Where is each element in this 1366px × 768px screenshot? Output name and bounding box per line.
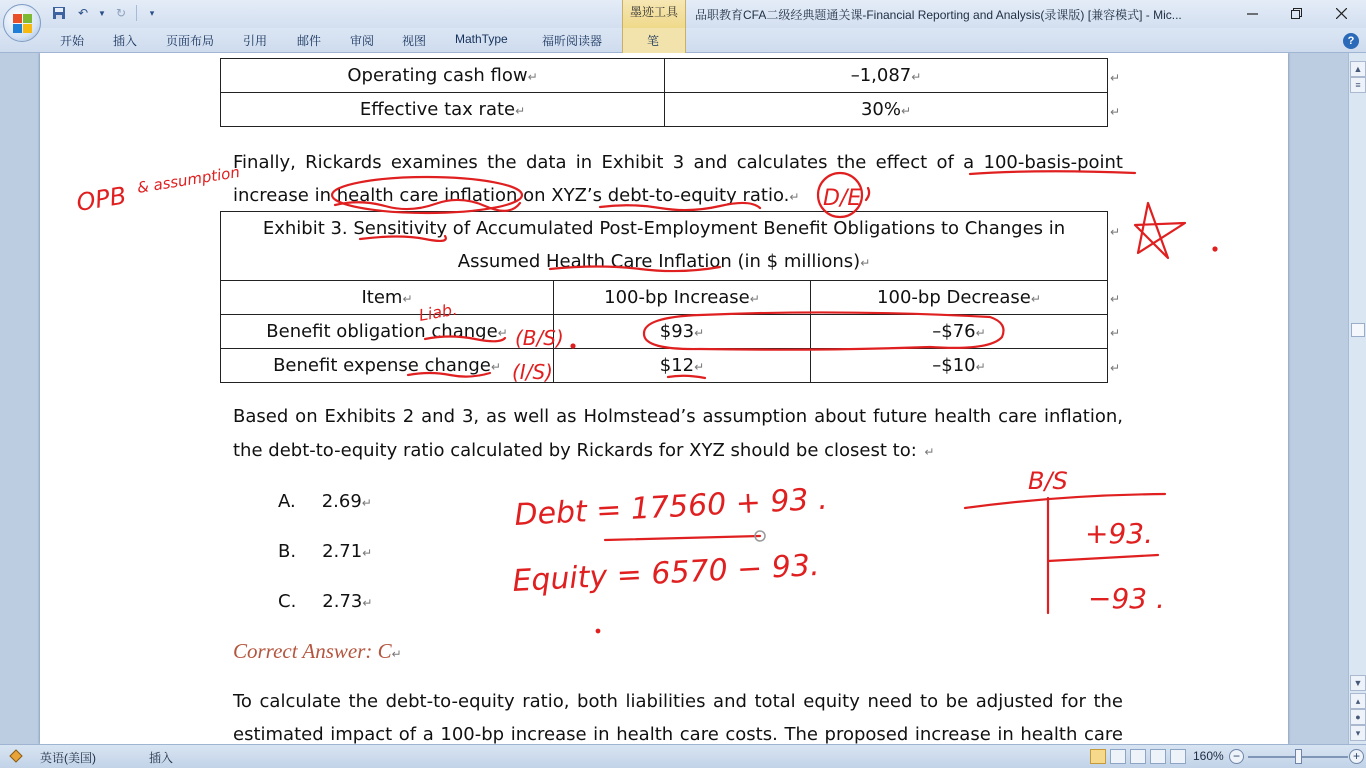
- zoom-out-button[interactable]: −: [1229, 749, 1244, 764]
- exhibit-3-title-line2: Assumed Health Care Inflation (in $ millions)↵: [457, 251, 871, 272]
- scroll-down-button[interactable]: ▼: [1350, 675, 1366, 691]
- table-cell: Effective tax rate↵: [221, 93, 665, 127]
- ink-liab: Liab.: [417, 299, 459, 325]
- question-line1: Based on Exhibits 2 and 3, as well as Holmstead’s assumption about future health care inflation,: [233, 406, 1123, 427]
- ink-dot: [597, 630, 600, 633]
- close-button[interactable]: [1318, 2, 1364, 24]
- restore-icon: [1291, 8, 1302, 19]
- ink-minus93: −93 .: [1088, 582, 1165, 615]
- end-of-row-mark: ↵: [1110, 292, 1121, 306]
- print-layout-view-icon[interactable]: [1090, 749, 1106, 764]
- table-cell: –1,087↵: [665, 59, 1108, 93]
- table-cell: Operating cash flow↵: [221, 59, 665, 93]
- end-of-row-mark: ↵: [1110, 225, 1121, 239]
- ink-star: [1135, 203, 1185, 258]
- answer-explanation-line1: To calculate the debt-to-equity ratio, both liabilities and total equity need to be adjusted for the: [233, 691, 1123, 712]
- select-browse-object-button[interactable]: ●: [1350, 709, 1366, 725]
- ink-taccount-top: [965, 494, 1165, 508]
- tab-references[interactable]: 引用: [243, 34, 268, 48]
- table-row: [221, 93, 1108, 127]
- minimize-button[interactable]: [1229, 2, 1275, 24]
- tab-pen[interactable]: 笔: [647, 34, 660, 48]
- ink-is-label: (I/S): [512, 360, 553, 384]
- tab-foxit-reader[interactable]: 福昕阅读器: [542, 34, 603, 48]
- option-a: A. 2.69↵: [278, 491, 372, 512]
- exhibit-3-table: [220, 211, 1108, 383]
- table-cell: $93↵: [554, 315, 811, 349]
- document-page[interactable]: [40, 53, 1288, 744]
- language-status[interactable]: 英语(美国): [40, 751, 96, 765]
- office-button[interactable]: [3, 4, 41, 42]
- answer-explanation-line2: estimated impact of a 100-bp increase in health care costs. The proposed increase in health care: [233, 724, 1123, 744]
- zoom-slider-thumb[interactable]: [1295, 749, 1302, 764]
- draft-view-icon[interactable]: [1170, 749, 1186, 764]
- ink-bs-label: (B/S): [515, 326, 564, 350]
- toolbar-separator: [136, 5, 137, 21]
- end-of-row-mark: ↵: [1110, 71, 1121, 85]
- option-b: B. 2.71↵: [278, 541, 373, 562]
- window-title: 品职教育CFA二级经典题通关课-Financial Reporting and Analysis(录课版) [兼容模式] - Mic...: [695, 8, 1182, 22]
- table-cell: Benefit expense change↵: [221, 349, 554, 383]
- correct-answer-label: Correct Answer: C↵: [233, 639, 402, 663]
- tab-view[interactable]: 视图: [402, 34, 427, 48]
- ink-debt-equation: Debt = 17560 + 93 .: [513, 481, 829, 533]
- exhibit-3-title-line1: Exhibit 3. Sensitivity of Accumulated Post-Employment Benefit Obligations to Changes in: [262, 218, 1066, 239]
- customize-toolbar-icon[interactable]: ▾: [149, 7, 155, 18]
- ink-underline: [605, 536, 760, 540]
- ribbon-tab-bar: [0, 28, 1366, 53]
- exhibit-3-title: [221, 212, 1108, 281]
- table-cell: –$76↵: [811, 315, 1108, 349]
- zoom-in-button[interactable]: +: [1349, 749, 1364, 764]
- scrollbar-thumb[interactable]: [1351, 323, 1365, 337]
- ink-equity-equation: Equity = 6570 − 93.: [511, 547, 821, 599]
- table-row: [221, 315, 1108, 349]
- ink-plus93: +93.: [1085, 517, 1153, 550]
- full-screen-reading-view-icon[interactable]: [1110, 749, 1126, 764]
- ink-opb: OPB: [74, 181, 129, 217]
- outline-view-icon[interactable]: [1150, 749, 1166, 764]
- table-row: [221, 59, 1108, 93]
- table-header-row: [221, 281, 1108, 315]
- ink-tools-context-tab: 墨迹工具: [622, 0, 686, 28]
- column-header: 100-bp Increase↵: [554, 281, 811, 315]
- column-header: Item↵: [221, 281, 554, 315]
- zoom-level[interactable]: 160%: [1193, 749, 1224, 763]
- table-cell: 30%↵: [665, 93, 1108, 127]
- tab-page-layout[interactable]: 页面布局: [166, 34, 215, 48]
- end-of-row-mark: ↵: [1110, 105, 1121, 119]
- table-row: [221, 349, 1108, 383]
- minimize-icon: [1247, 8, 1258, 19]
- ink-dot: [1214, 248, 1217, 251]
- tab-mailings[interactable]: 邮件: [297, 34, 322, 48]
- tab-review[interactable]: 审阅: [350, 34, 375, 48]
- ink-taccount-middle: [1048, 555, 1158, 561]
- tab-insert[interactable]: 插入: [113, 34, 138, 48]
- undo-dropdown-icon[interactable]: ▼: [98, 8, 106, 18]
- save-icon[interactable]: [50, 4, 68, 22]
- office-logo-icon: [13, 14, 33, 34]
- end-of-row-mark: ↵: [1110, 361, 1121, 375]
- web-layout-view-icon[interactable]: [1130, 749, 1146, 764]
- undo-icon[interactable]: ↶: [77, 6, 89, 20]
- table-title-row: [221, 212, 1108, 281]
- pen-cursor-icon: [755, 531, 765, 541]
- restore-button[interactable]: [1273, 2, 1319, 24]
- question-line2: the debt-to-equity ratio calculated by Rickards for XYZ should be closest to: ↵: [233, 440, 935, 461]
- insert-mode-status[interactable]: 插入: [149, 751, 174, 765]
- ruler-toggle-icon[interactable]: ≡: [1350, 77, 1366, 93]
- close-icon: [1336, 8, 1347, 19]
- exhibit-2-table-fragment: [220, 58, 1108, 127]
- scroll-up-button[interactable]: ▲: [1350, 61, 1366, 77]
- quick-access-toolbar: [50, 4, 161, 22]
- redo-icon[interactable]: ↻: [115, 6, 127, 20]
- table-cell: –$10↵: [811, 349, 1108, 383]
- help-icon[interactable]: ?: [1343, 33, 1359, 49]
- end-of-row-mark: ↵: [1110, 326, 1121, 340]
- paragraph-rickards-line2: increase in health care inflation on XYZ’s debt-to-equity ratio.↵: [233, 185, 800, 206]
- previous-page-button[interactable]: ▴: [1350, 693, 1366, 709]
- vertical-scrollbar[interactable]: [1348, 53, 1366, 744]
- column-header: 100-bp Decrease↵: [811, 281, 1108, 315]
- title-bar: [0, 0, 1366, 28]
- table-cell: Benefit obligation change↵: [221, 315, 554, 349]
- ink-de: D/E: [823, 186, 862, 211]
- ink-assumption: & assumption: [135, 162, 242, 197]
- status-bar: [0, 744, 1366, 768]
- document-area[interactable]: [0, 53, 1348, 744]
- next-page-button[interactable]: ▾: [1350, 725, 1366, 741]
- option-c: C. 2.73↵: [278, 591, 373, 612]
- table-cell: $12↵: [554, 349, 811, 383]
- paragraph-rickards-line1: Finally, Rickards examines the data in Exhibit 3 and calculates the effect of a 100-basis-point: [233, 152, 1123, 173]
- tab-mathtype[interactable]: MathType: [455, 32, 508, 46]
- ink-bs-taccount-label: B/S: [1028, 467, 1068, 495]
- spelling-check-icon[interactable]: [8, 749, 24, 766]
- ink-stroke: [866, 188, 869, 200]
- tab-home[interactable]: 开始: [60, 34, 85, 48]
